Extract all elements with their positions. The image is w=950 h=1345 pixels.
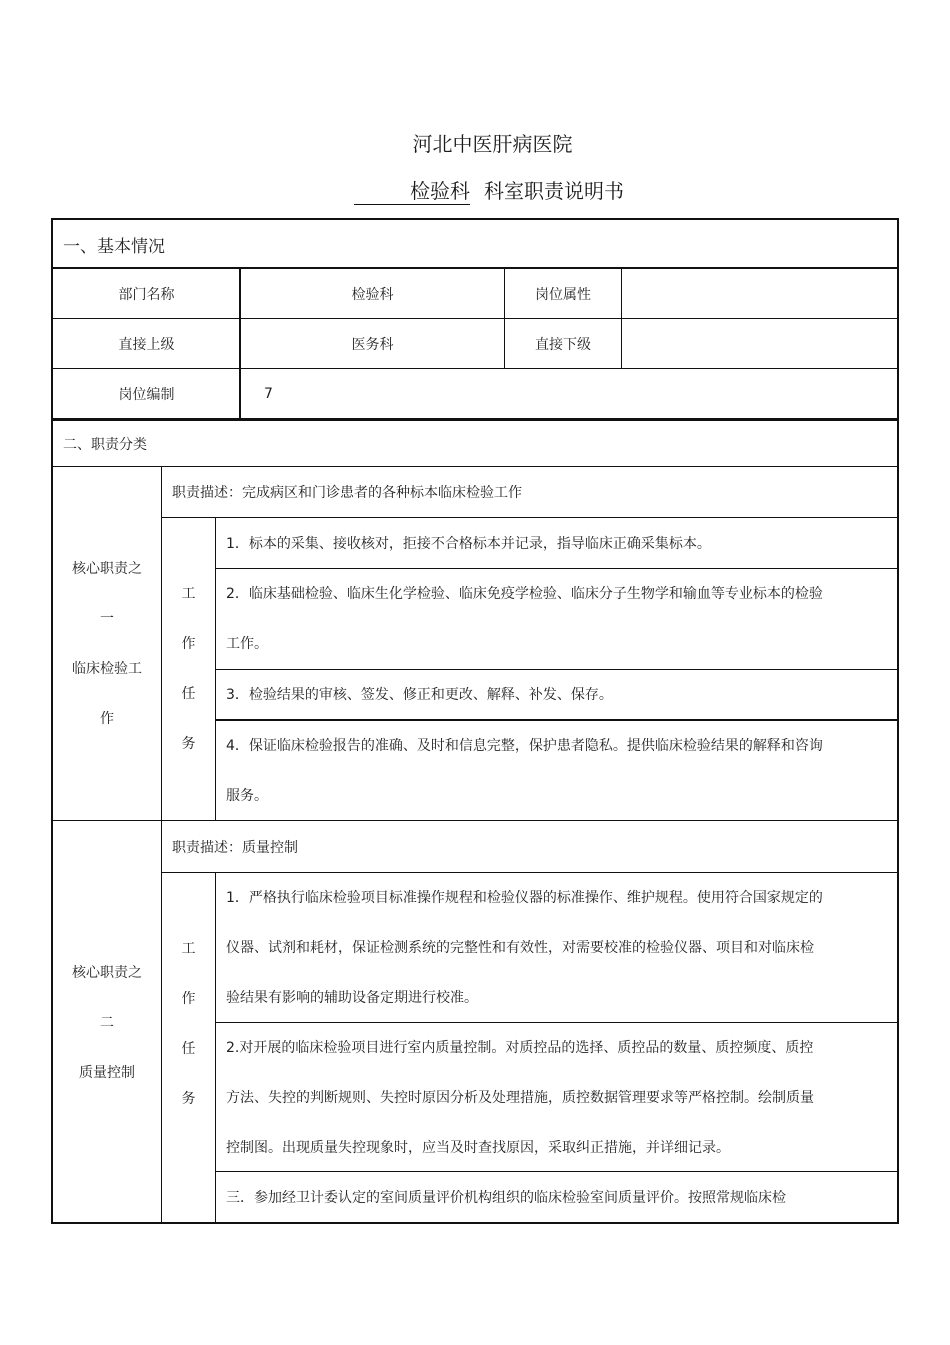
- core-duty-1-task-label: 工 作 任 务: [181, 586, 196, 752]
- core-duty-2-task-1: 1．严格执行临床检验项目标准操作规程和检验仪器的标准操作、维护规程。使用符合国家规定的仪器、试剂和耗材，保证检测系统的完整性和有效性，对需要校准的检验仪器、项目和对临床检验结果有影响的辅助设备定期进行校准。: [226, 890, 823, 1006]
- section-duties-title: 二、职责分类: [63, 436, 147, 453]
- staffing-label: 岗位编制: [118, 386, 175, 403]
- core-duty-2-description: 职责描述：质量控制: [172, 839, 298, 856]
- hospital-title: 河北中医肝病医院: [412, 132, 573, 156]
- document-title-rest: 科室职责说明书: [484, 179, 624, 203]
- dept-name-value: 检验科: [351, 286, 394, 303]
- direct-subordinate-value: [622, 319, 897, 368]
- direct-superior-label: 直接上级: [118, 336, 175, 353]
- core-duty-1-task-2: 2．临床基础检验、临床生化学检验、临床免疫学检验、临床分子生物学和输血等专业标本的检验工作。: [226, 586, 823, 652]
- position-attr-label: 岗位属性: [535, 286, 591, 303]
- staffing-value: 7: [264, 385, 273, 402]
- core-duty-1-task-3: 3．检验结果的审核、签发、修正和更改、解释、补发、保存。: [226, 687, 613, 703]
- core-duty-1-task-1: 1．标本的采集、接收核对，拒接不合格标本并记录，指导临床正确采集标本。: [226, 536, 711, 552]
- core-duty-1-task-4: 4．保证临床检验报告的准确、及时和信息完整，保护患者隐私。提供临床检验结果的解释和咨询服务。: [226, 738, 823, 804]
- core-duty-2-task-2: 2.对开展的临床检验项目进行室内质量控制。对质控品的选择、质控品的数量、质控频度、质控方法、失控的判断规则、失控时原因分析及处理措施，质控数据管理要求等严格控制。绘制质量控制图。出现质量失控现象时，应当及时查找原因，采取纠正措施，并详细记录。: [226, 1040, 814, 1156]
- section-basic-title: 一、基本情况: [63, 236, 165, 257]
- direct-superior-value: 医务科: [351, 336, 394, 353]
- core-duty-1-description: 职责描述：完成病区和门诊患者的各种标本临床检验工作: [172, 485, 522, 501]
- core-duty-1-name: 核心职责之 一 临床检验工 作: [72, 560, 142, 727]
- core-duty-2-name: 核心职责之 二 质量控制: [72, 965, 142, 1081]
- department-name-underlined: 检验科: [354, 178, 470, 205]
- core-duty-2-task-3: 三．参加经卫计委认定的室间质量评价机构组织的临床检验室间质量评价。按照常规临床检: [226, 1190, 786, 1206]
- core-duty-2-task-label: 工 作 任 务: [181, 941, 196, 1107]
- direct-subordinate-label: 直接下级: [535, 336, 591, 353]
- dept-name-label: 部门名称: [118, 286, 175, 303]
- position-attr-value: [622, 269, 897, 318]
- document-title: [354, 178, 624, 205]
